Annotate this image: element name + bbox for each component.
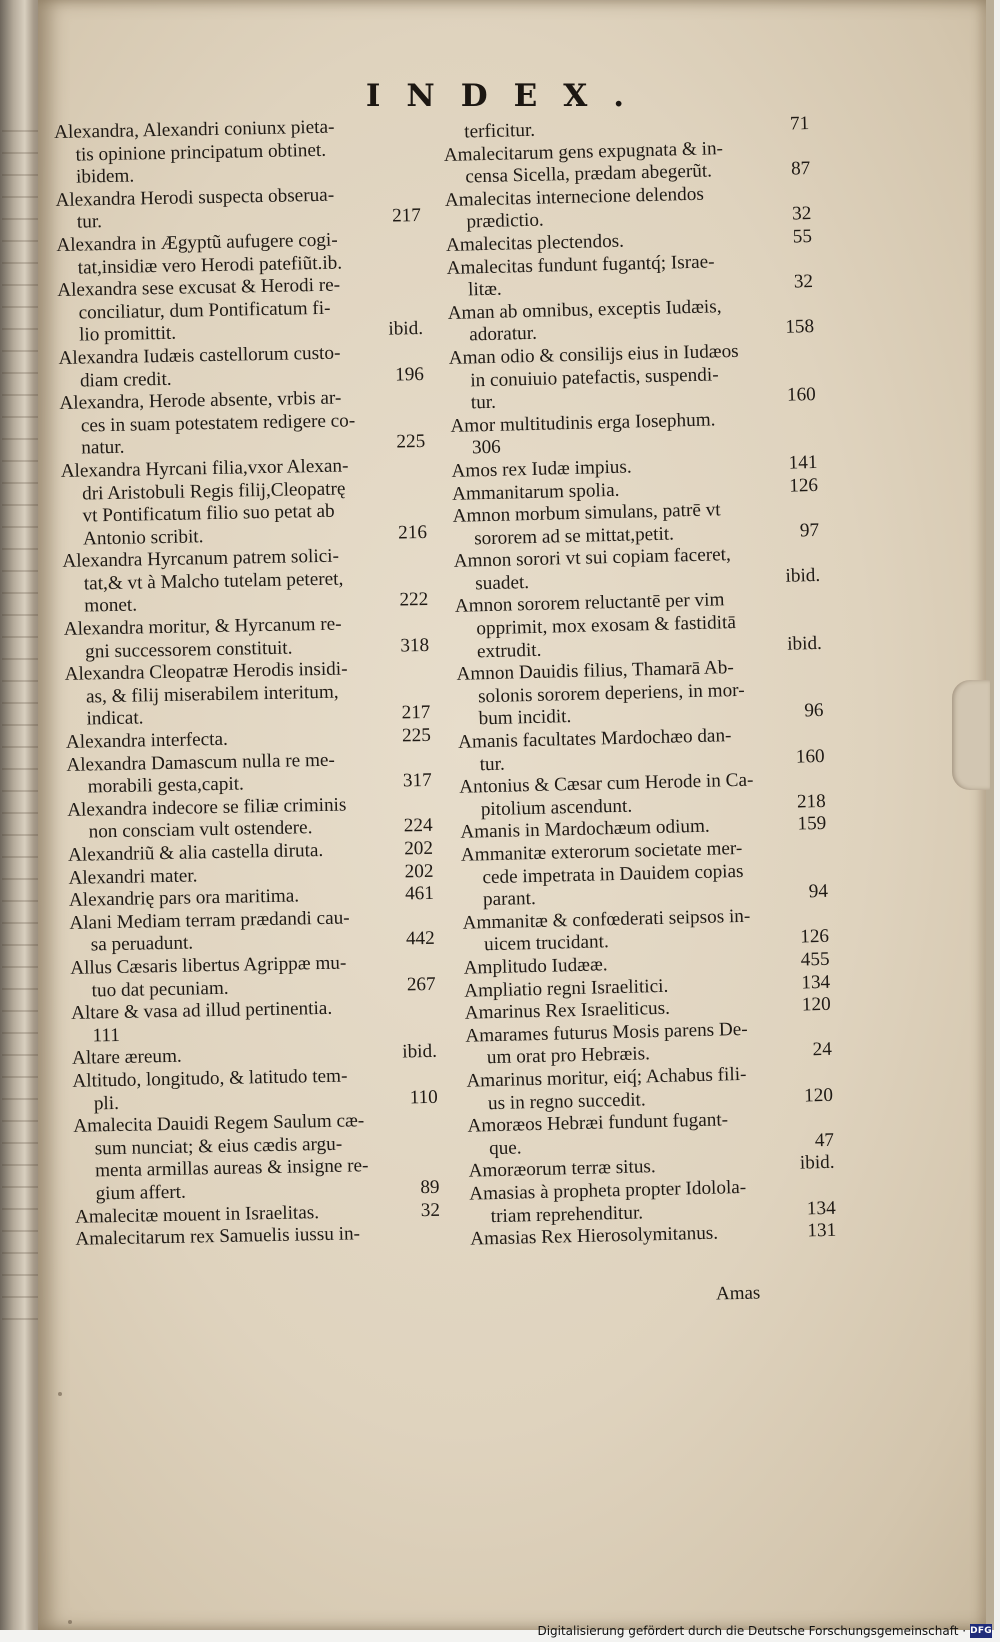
index-entry-text: as, & filij miserabilem interitum,	[85, 681, 339, 708]
index-page-ref: 218	[796, 790, 826, 813]
index-entry-text: gni successorem constituit.	[84, 637, 293, 663]
index-page-ref: 160	[795, 745, 825, 768]
index-entry	[70, 951, 436, 1003]
index-page-ref: 97	[799, 519, 820, 542]
index-entry-text: Antonio scribit.	[82, 525, 204, 550]
index-page-ref: 267	[406, 973, 436, 995]
index-entry-text: Alexandra moritur, & Hyrcanum re-	[63, 613, 342, 640]
index-entry-text: Amalecitas plectendos.	[445, 230, 625, 256]
index-page-ref: ibid.	[402, 1041, 438, 1063]
index-entry-text: Ammanitæ exterorum societate mer-	[460, 837, 743, 866]
index-entry-text: pitolium ascendunt.	[480, 795, 633, 821]
index-entry	[56, 228, 422, 280]
index-entry-text: parant.	[482, 888, 537, 911]
index-entry-text: Amnon morbum simulans, patrē vt	[452, 499, 721, 527]
index-entry-text: Allus Cæsaris libertus Agrippæ mu-	[70, 952, 347, 979]
index-page-ref: 217	[401, 702, 431, 724]
index-entry	[71, 996, 437, 1048]
index-entry-text: Alexandra Damascum nulla re me-	[66, 749, 336, 776]
index-entry-text: um orat pro Hebræis.	[486, 1043, 651, 1069]
index-column-right	[443, 113, 836, 1251]
index-entry-text: tur.	[479, 753, 506, 775]
index-entry	[64, 612, 430, 664]
index-page-ref: 32	[791, 203, 812, 225]
paper-spot	[68, 1620, 72, 1624]
index-entry-text: Aman odio & consilijs eius in Iudæos	[448, 340, 739, 369]
index-page-ref: 47	[814, 1129, 835, 1151]
index-entry-text: Alexandra in Ægyptũ aufugere cogi-	[56, 229, 338, 256]
index-page-ref: 222	[399, 589, 429, 611]
index-entry-text: Amanis facultates Mardochæo dan-	[457, 725, 732, 753]
dfg-logo-icon: DFG	[970, 1625, 992, 1636]
index-page-ref: 202	[404, 860, 434, 882]
index-entry	[58, 341, 424, 393]
page-title: INDEX.	[365, 78, 651, 114]
paper-spot	[58, 1392, 62, 1396]
index-entry-text: tis opinione principatum obtinet.	[75, 139, 327, 166]
index-entry-text: Amplitudo Iudææ.	[463, 954, 608, 979]
index-entry-text: vt Pontificatum filio suo petat ab	[82, 500, 335, 527]
index-entry-text: gium affert.	[95, 1181, 187, 1205]
index-entry-text: sum nunciat; & eius cædis argu-	[94, 1133, 343, 1160]
index-page-ref: 120	[803, 1084, 834, 1106]
index-page-ref: 134	[806, 1197, 836, 1219]
index-page-ref: 317	[402, 770, 432, 792]
index-page-ref: 196	[394, 363, 425, 386]
index-entry-text: Altare & vasa ad illud pertinentia.	[70, 997, 333, 1024]
index-entry-text: Alexandrię pars ora maritima.	[68, 885, 300, 912]
index-entry-text: us in regno succedit.	[487, 1088, 646, 1114]
index-entry-text: Amarinus Rex Israeliticus.	[464, 997, 671, 1024]
index-page-ref: ibid.	[786, 632, 823, 655]
index-entry-text: Alexandra, Herode absente, vrbis ar-	[59, 387, 342, 415]
index-entry-text: dri Aristobuli Regis filij,Cleopatrę	[81, 477, 346, 505]
index-entry-text: Altitudo, longitudo, & latitudo tem-	[72, 1065, 348, 1092]
index-entry-text: sa peruadunt.	[90, 932, 194, 956]
index-entry-text: sororem ad se mittat,petit.	[473, 523, 675, 550]
index-page-ref: 442	[405, 928, 435, 950]
index-entry	[62, 544, 428, 619]
index-entry	[455, 587, 823, 664]
index-entry-text: Alexandra, Alexandri coniunx pieta-	[54, 116, 335, 143]
index-entry-text: Alani Mediam terram prædandi cau-	[69, 907, 350, 934]
index-entry-text: Ammanitæ & confœderati seipsos in-	[462, 905, 751, 934]
index-entry-text: Antonius & Cæsar cum Herode in Ca-	[459, 769, 754, 799]
index-page-ref: 96	[804, 700, 824, 722]
index-entry-text: Amanis in Mardochæum odium.	[460, 816, 710, 844]
index-entry-text: censa Sicella, prædam abegerũt.	[465, 160, 713, 188]
index-page-ref: 32	[420, 1199, 441, 1221]
index-entry-text: terficitur.	[463, 119, 536, 143]
index-entry-text: ces in suam potestatem redigere co-	[80, 409, 356, 437]
index-entry-text: lio promittit.	[78, 323, 177, 346]
index-entry-text: in conuiuio patefactis, suspendi-	[470, 363, 719, 391]
index-entry-text: extrudit.	[476, 639, 542, 662]
catchword: Amas	[715, 1282, 761, 1305]
index-page-ref: 160	[786, 384, 817, 406]
index-entry-text: Amos rex Iudæ impius.	[451, 456, 632, 482]
digitization-footer	[537, 1621, 992, 1640]
index-entry-text: Amarinus moritur, eiq́; Achabus fili-	[466, 1063, 747, 1092]
index-entry-text: Alexandra Cleopatræ Herodis insidi-	[64, 658, 348, 686]
index-entry-text: Amoræos Hebræi fundunt fugant-	[467, 1109, 729, 1137]
index-entry-text: pli.	[93, 1092, 120, 1114]
index-entry-text: Alexandriũ & alia castella diruta.	[67, 839, 324, 866]
index-entry	[72, 1064, 438, 1116]
index-page-ref: 126	[788, 474, 819, 497]
index-entry-text: tat,insidiæ vero Herodi patefiũt.ib.	[77, 252, 343, 279]
index-entry-text: Amasias Rex Hierosolymitanus.	[470, 1222, 719, 1250]
index-entry-text: Amasias à propheta propter Idolola-	[468, 1176, 747, 1205]
index-entry-text: opprimit, mox exosam & fastiditā	[476, 612, 737, 640]
index-page-ref: 126	[799, 926, 830, 948]
index-entry-text: tuo dat pecuniam.	[91, 977, 229, 1001]
index-page-ref: 120	[801, 993, 831, 1016]
footer-credit: Digitalisierung gefördert durch die Deutsche Forschungsgemeinschaft ·	[537, 1623, 967, 1638]
index-entry-text: ibidem.	[75, 165, 135, 188]
index-entry	[449, 339, 817, 416]
index-entry-text: cede impetrata in Dauidem copias	[482, 860, 744, 888]
index-entry-text: prædictio.	[466, 209, 544, 233]
index-page-ref: 141	[788, 451, 818, 474]
index-entry-text: Amalecitæ mouent in Israelitas.	[74, 1201, 320, 1228]
index-entry-text: tur.	[76, 211, 103, 233]
index-page-ref: 89	[420, 1176, 440, 1199]
index-page-ref: 71	[789, 113, 810, 135]
index-entry-text: Amarames futurus Mosis parens De-	[465, 1018, 748, 1047]
index-entry-text: Altare æreum.	[71, 1046, 182, 1070]
index-page-ref: ibid.	[785, 564, 821, 587]
index-entry-text: triam reprehenditur.	[490, 1201, 644, 1227]
index-entry-text: Amnon sorori vt sui copiam faceret,	[453, 544, 731, 573]
index-entry-text: tat,& vt à Malcho tutelam peteret,	[83, 568, 344, 595]
index-entry-text: adoratur.	[468, 323, 538, 346]
index-entry-text: Amalecita Dauidi Regem Saulum cæ-	[73, 1110, 365, 1137]
index-entry	[54, 115, 420, 190]
index-page-ref: 224	[403, 815, 433, 837]
index-entry-text: litæ.	[467, 278, 502, 301]
bleed-through-text	[2, 120, 38, 1320]
index-page-ref: 159	[797, 813, 827, 835]
index-entry-text: monet.	[84, 594, 138, 617]
index-entry-text: Amalecitas internecione delendos	[444, 183, 705, 211]
index-entry-text: Amalecitas fundunt fugantq́; Israe-	[446, 250, 715, 279]
index-entry-text: Alexandra Herodi suspecta obserua-	[55, 184, 335, 211]
index-entry-text: Alexandra Iudæis castellorum custo-	[58, 342, 341, 369]
index-entry-text: Alexandra Hyrcanum patrem solici-	[62, 545, 340, 573]
index-page-ref: 217	[391, 205, 422, 227]
index-page-ref: 202	[404, 837, 434, 860]
index-entry	[61, 454, 428, 551]
index-page-ref: 216	[397, 521, 428, 544]
page-tab	[952, 680, 990, 790]
index-entry	[73, 1109, 440, 1206]
index-page-ref: 455	[800, 948, 830, 971]
index-page-ref: 225	[401, 724, 432, 747]
index-entry	[55, 183, 421, 235]
index-page-ref: 158	[785, 316, 815, 339]
index-page-ref: 134	[801, 971, 831, 994]
index-entry	[69, 906, 435, 958]
index-entry	[59, 386, 425, 461]
index-entry-text: suadet.	[475, 571, 530, 595]
index-page-ref: 111	[92, 1024, 121, 1047]
index-page-ref: 94	[808, 881, 829, 903]
index-entry-text: Amalecitarum rex Samuelis iussu in-	[75, 1223, 361, 1250]
index-entry	[57, 273, 423, 348]
index-entry-text: morabili gesta,capit.	[87, 773, 245, 798]
index-page-ref: 461	[404, 883, 435, 905]
index-entry-text: Alexandra sese excusat & Herodi re-	[57, 274, 341, 302]
index-entry	[66, 748, 432, 800]
index-entry	[456, 655, 824, 732]
index-entry-text: Amoræorum terræ situs.	[468, 1156, 656, 1182]
index-entry-text: non consciam vult ostendere.	[88, 817, 313, 843]
index-entry	[461, 836, 829, 913]
index-entry-text: uicem trucidant.	[483, 931, 610, 956]
index-entry-text: Amnon Dauidis filius, Thamarā Ab-	[456, 657, 734, 686]
index-entry-text: Alexandra Hyrcani filia,vxor Alexan-	[60, 455, 349, 482]
index-page-ref: 55	[792, 225, 813, 248]
index-entry-text: indicat.	[86, 707, 144, 730]
index-entry-text: tur.	[470, 391, 497, 414]
index-entry	[64, 657, 430, 732]
index-page-ref: 318	[400, 634, 430, 657]
index-entry-text: Ampliatio regni Israelitici.	[463, 975, 669, 1002]
index-page-ref: 306	[471, 437, 502, 459]
index-entry-text: Alexandri mater.	[68, 864, 198, 889]
index-page-ref: ibid.	[799, 1152, 835, 1174]
index-page-ref: 131	[807, 1219, 837, 1242]
index-entry-text: Amnon sororem reluctantē per vim	[454, 589, 725, 618]
index-page-ref: ibid.	[388, 318, 424, 340]
index-page-ref: 87	[790, 158, 811, 180]
index-entry-text: bum incidit.	[478, 706, 572, 730]
index-page-ref: 24	[812, 1039, 833, 1061]
index-page-ref: 225	[396, 431, 426, 453]
index-entry-text: que.	[488, 1137, 522, 1159]
index-page-ref: 32	[793, 271, 814, 293]
index-entry-text: conciliatur, dum Pontificatum fi-	[78, 297, 331, 324]
index-entry-text: Alexandra indecore se filiæ criminis	[67, 794, 347, 821]
index-entry-text: Amalecitarum gens expugnata & in-	[443, 137, 724, 166]
index-entry-text: Amor multitudinis erga Iosephum.	[450, 409, 716, 437]
index-entry	[67, 793, 433, 845]
index-entry-text: Ammanitarum spolia.	[451, 479, 620, 505]
index-entry-text: natur.	[81, 437, 125, 459]
index-entry-text: menta armillas aureas & insigne re-	[94, 1155, 369, 1182]
index-entry-text: Alexandra interfecta.	[65, 728, 229, 753]
index-entry-text: solonis sororem deperiens, in mor-	[477, 679, 745, 708]
index-column-left	[54, 115, 441, 1251]
index-entry-text: Aman ab omnibus, exceptis Iudæis,	[447, 296, 722, 324]
index-entry-text: diam credit.	[79, 368, 172, 392]
index-page-ref: 110	[409, 1086, 438, 1108]
